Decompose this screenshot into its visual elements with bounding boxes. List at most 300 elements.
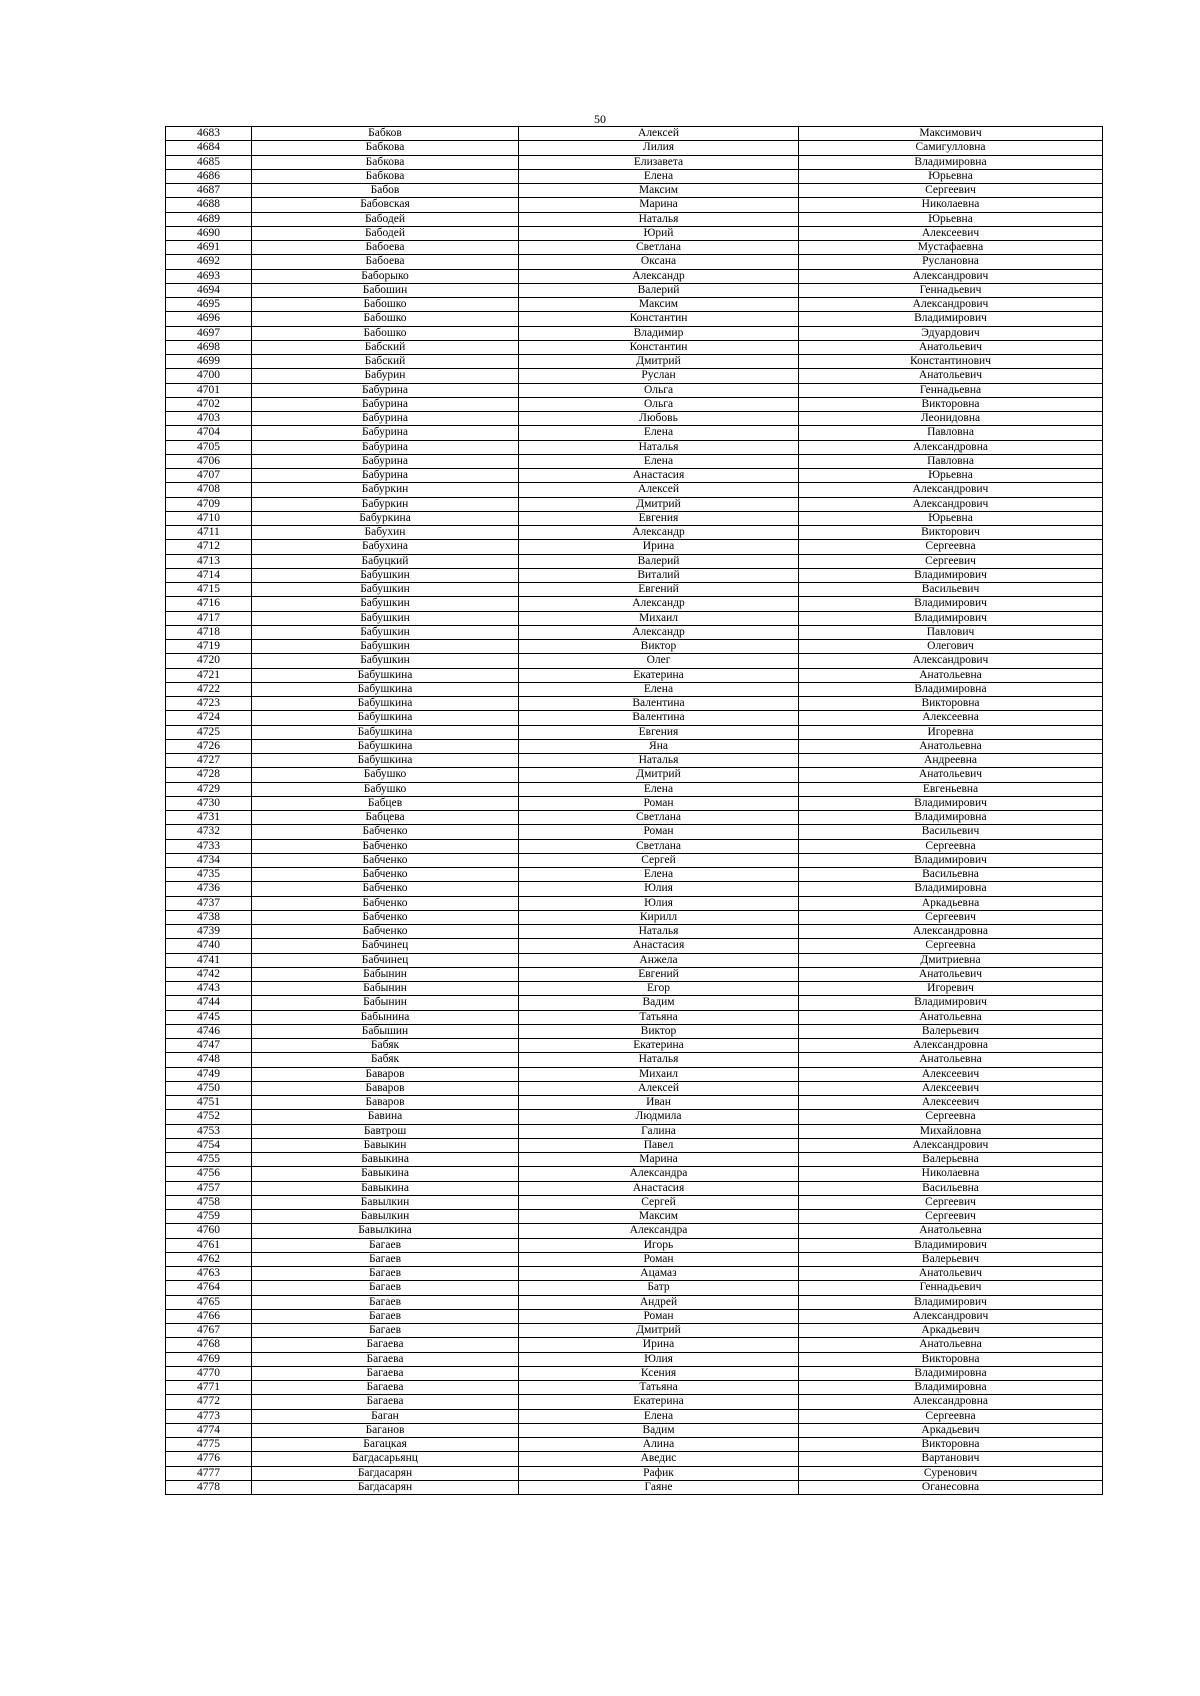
- first-name-cell: Валентина: [519, 697, 799, 711]
- surname-cell: Бавтрош: [252, 1124, 519, 1138]
- first-name-cell: Сергей: [519, 853, 799, 867]
- surname-cell: Бабурина: [252, 412, 519, 426]
- first-name-cell: Виктор: [519, 640, 799, 654]
- table-row: [166, 754, 1103, 768]
- row-number-cell: 4740: [166, 939, 252, 953]
- first-name-cell: Гаяне: [519, 1480, 799, 1494]
- table-row: [166, 1267, 1103, 1281]
- row-number-cell: 4762: [166, 1252, 252, 1266]
- patronymic-cell: Сергеевна: [799, 1409, 1103, 1423]
- row-number-cell: 4728: [166, 768, 252, 782]
- first-name-cell: Ацамаз: [519, 1267, 799, 1281]
- surname-cell: Бабченко: [252, 853, 519, 867]
- first-name-cell: Екатерина: [519, 1039, 799, 1053]
- table-row: [166, 1295, 1103, 1309]
- table-row: [166, 611, 1103, 625]
- patronymic-cell: Юрьевна: [799, 169, 1103, 183]
- first-name-cell: Валентина: [519, 711, 799, 725]
- patronymic-cell: Сергеевич: [799, 184, 1103, 198]
- patronymic-cell: Алексеевич: [799, 1067, 1103, 1081]
- surname-cell: Бабухин: [252, 526, 519, 540]
- row-number-cell: 4736: [166, 882, 252, 896]
- surname-cell: Бабкова: [252, 141, 519, 155]
- first-name-cell: Екатерина: [519, 1395, 799, 1409]
- row-number-cell: 4747: [166, 1039, 252, 1053]
- row-number-cell: 4744: [166, 996, 252, 1010]
- first-name-cell: Елена: [519, 426, 799, 440]
- row-number-cell: 4761: [166, 1238, 252, 1252]
- patronymic-cell: Владимирович: [799, 611, 1103, 625]
- table-row: [166, 1423, 1103, 1437]
- patronymic-cell: Сергеевна: [799, 1110, 1103, 1124]
- first-name-cell: Константин: [519, 312, 799, 326]
- surname-cell: Багдасарян: [252, 1466, 519, 1480]
- row-number-cell: 4692: [166, 255, 252, 269]
- first-name-cell: Татьяна: [519, 1010, 799, 1024]
- row-number-cell: 4734: [166, 853, 252, 867]
- patronymic-cell: Анатольевич: [799, 340, 1103, 354]
- row-number-cell: 4765: [166, 1295, 252, 1309]
- surname-cell: Бабушкин: [252, 640, 519, 654]
- surname-cell: Бабушкин: [252, 611, 519, 625]
- row-number-cell: 4753: [166, 1124, 252, 1138]
- patronymic-cell: Викторович: [799, 526, 1103, 540]
- surname-cell: Бабченко: [252, 868, 519, 882]
- surname-cell: Бабушкина: [252, 697, 519, 711]
- row-number-cell: 4684: [166, 141, 252, 155]
- surname-cell: Бабодей: [252, 226, 519, 240]
- patronymic-cell: Васильевич: [799, 825, 1103, 839]
- table-row: [166, 1053, 1103, 1067]
- surname-cell: Бабушкина: [252, 739, 519, 753]
- row-number-cell: 4721: [166, 668, 252, 682]
- first-name-cell: Егор: [519, 982, 799, 996]
- patronymic-cell: Викторовна: [799, 1438, 1103, 1452]
- row-number-cell: 4723: [166, 697, 252, 711]
- table-row: [166, 1124, 1103, 1138]
- patronymic-cell: Анатольевна: [799, 739, 1103, 753]
- row-number-cell: 4741: [166, 953, 252, 967]
- surname-cell: Баборыко: [252, 269, 519, 283]
- first-name-cell: Евгения: [519, 511, 799, 525]
- surname-cell: Баваров: [252, 1081, 519, 1095]
- surname-cell: Бабкова: [252, 169, 519, 183]
- patronymic-cell: Владимировна: [799, 155, 1103, 169]
- first-name-cell: Дмитрий: [519, 768, 799, 782]
- surname-cell: Бабушкина: [252, 725, 519, 739]
- row-number-cell: 4720: [166, 654, 252, 668]
- patronymic-cell: Максимович: [799, 127, 1103, 141]
- patronymic-cell: Александрович: [799, 1138, 1103, 1152]
- patronymic-cell: Анатольевна: [799, 1053, 1103, 1067]
- patronymic-cell: Эдуардович: [799, 326, 1103, 340]
- table-row: [166, 127, 1103, 141]
- table-row: [166, 1281, 1103, 1295]
- first-name-cell: Вадим: [519, 996, 799, 1010]
- surname-cell: Бабушкина: [252, 754, 519, 768]
- patronymic-cell: Владимирович: [799, 796, 1103, 810]
- table-row: [166, 583, 1103, 597]
- table-row: [166, 739, 1103, 753]
- row-number-cell: 4708: [166, 483, 252, 497]
- surname-cell: Бабушко: [252, 768, 519, 782]
- first-name-cell: Людмила: [519, 1110, 799, 1124]
- first-name-cell: Ирина: [519, 1338, 799, 1352]
- row-number-cell: 4702: [166, 397, 252, 411]
- table-row: [166, 1466, 1103, 1480]
- table-row: [166, 511, 1103, 525]
- table-row: [166, 825, 1103, 839]
- table-row: [166, 939, 1103, 953]
- patronymic-cell: Николаевна: [799, 198, 1103, 212]
- first-name-cell: Ирина: [519, 540, 799, 554]
- surname-cell: Бабурина: [252, 454, 519, 468]
- table-row: [166, 682, 1103, 696]
- patronymic-cell: Мустафаевна: [799, 241, 1103, 255]
- first-name-cell: Евгений: [519, 967, 799, 981]
- patronymic-cell: Юрьевна: [799, 511, 1103, 525]
- row-number-cell: 4768: [166, 1338, 252, 1352]
- patronymic-cell: Юрьевна: [799, 469, 1103, 483]
- patronymic-cell: Александрович: [799, 1309, 1103, 1323]
- first-name-cell: Елизавета: [519, 155, 799, 169]
- patronymic-cell: Оганесовна: [799, 1480, 1103, 1494]
- first-name-cell: Михаил: [519, 611, 799, 625]
- patronymic-cell: Алексеевич: [799, 226, 1103, 240]
- patronymic-cell: Леонидовна: [799, 412, 1103, 426]
- patronymic-cell: Павловна: [799, 426, 1103, 440]
- first-name-cell: Екатерина: [519, 668, 799, 682]
- surname-cell: Бабовская: [252, 198, 519, 212]
- page-number: 50: [594, 112, 606, 126]
- row-number-cell: 4703: [166, 412, 252, 426]
- first-name-cell: Александр: [519, 625, 799, 639]
- surname-cell: Бабурина: [252, 426, 519, 440]
- row-number-cell: 4749: [166, 1067, 252, 1081]
- first-name-cell: Валерий: [519, 554, 799, 568]
- patronymic-cell: Анатольевич: [799, 369, 1103, 383]
- row-number-cell: 4709: [166, 497, 252, 511]
- patronymic-cell: Валерьевич: [799, 1024, 1103, 1038]
- surname-cell: Багаев: [252, 1324, 519, 1338]
- patronymic-cell: Владимировна: [799, 682, 1103, 696]
- table-row: [166, 198, 1103, 212]
- row-number-cell: 4694: [166, 283, 252, 297]
- table-row: [166, 397, 1103, 411]
- row-number-cell: 4717: [166, 611, 252, 625]
- patronymic-cell: Владимировна: [799, 882, 1103, 896]
- first-name-cell: Александр: [519, 597, 799, 611]
- row-number-cell: 4724: [166, 711, 252, 725]
- surname-cell: Бабурина: [252, 469, 519, 483]
- surname-cell: Бабуркин: [252, 497, 519, 511]
- row-number-cell: 4714: [166, 568, 252, 582]
- row-number-cell: 4737: [166, 896, 252, 910]
- patronymic-cell: Андреевна: [799, 754, 1103, 768]
- patronymic-cell: Александрович: [799, 654, 1103, 668]
- patronymic-cell: Руслановна: [799, 255, 1103, 269]
- surname-cell: Бабодей: [252, 212, 519, 226]
- table-row: [166, 383, 1103, 397]
- table-row: [166, 355, 1103, 369]
- patronymic-cell: Алексеевич: [799, 1081, 1103, 1095]
- patronymic-cell: Александрович: [799, 497, 1103, 511]
- row-number-cell: 4755: [166, 1153, 252, 1167]
- patronymic-cell: Аркадьевна: [799, 896, 1103, 910]
- table-row: [166, 340, 1103, 354]
- table-row: [166, 1238, 1103, 1252]
- row-number-cell: 4751: [166, 1096, 252, 1110]
- patronymic-cell: Павловна: [799, 454, 1103, 468]
- table-row: [166, 982, 1103, 996]
- row-number-cell: 4777: [166, 1466, 252, 1480]
- table-row: [166, 554, 1103, 568]
- first-name-cell: Роман: [519, 1309, 799, 1323]
- surname-cell: Бабушкин: [252, 597, 519, 611]
- row-number-cell: 4706: [166, 454, 252, 468]
- first-name-cell: Юлия: [519, 882, 799, 896]
- first-name-cell: Алексей: [519, 483, 799, 497]
- table-row: [166, 1081, 1103, 1095]
- surname-cell: Багаев: [252, 1267, 519, 1281]
- row-number-cell: 4705: [166, 440, 252, 454]
- row-number-cell: 4718: [166, 625, 252, 639]
- patronymic-cell: Анатольевич: [799, 1267, 1103, 1281]
- table-row: [166, 283, 1103, 297]
- first-name-cell: Юлия: [519, 1352, 799, 1366]
- table-row: [166, 255, 1103, 269]
- surname-cell: Бабушкин: [252, 654, 519, 668]
- table-row: [166, 725, 1103, 739]
- patronymic-cell: Алексеевна: [799, 711, 1103, 725]
- table-row: [166, 212, 1103, 226]
- row-number-cell: 4769: [166, 1352, 252, 1366]
- first-name-cell: Игорь: [519, 1238, 799, 1252]
- patronymic-cell: Александрович: [799, 298, 1103, 312]
- patronymic-cell: Александровна: [799, 925, 1103, 939]
- first-name-cell: Ольга: [519, 397, 799, 411]
- row-number-cell: 4710: [166, 511, 252, 525]
- first-name-cell: Любовь: [519, 412, 799, 426]
- patronymic-cell: Михайловна: [799, 1124, 1103, 1138]
- patronymic-cell: Геннадьевна: [799, 383, 1103, 397]
- patronymic-cell: Самигулловна: [799, 141, 1103, 155]
- surname-cell: Бабушкин: [252, 583, 519, 597]
- first-name-cell: Елена: [519, 169, 799, 183]
- row-number-cell: 4738: [166, 910, 252, 924]
- table-row: [166, 1067, 1103, 1081]
- table-row: [166, 269, 1103, 283]
- first-name-cell: Елена: [519, 782, 799, 796]
- table-row: [166, 1452, 1103, 1466]
- table-row: [166, 910, 1103, 924]
- patronymic-cell: Олегович: [799, 640, 1103, 654]
- first-name-cell: Аведис: [519, 1452, 799, 1466]
- table-row: [166, 640, 1103, 654]
- row-number-cell: 4688: [166, 198, 252, 212]
- row-number-cell: 4748: [166, 1053, 252, 1067]
- table-row: [166, 526, 1103, 540]
- table-row: [166, 853, 1103, 867]
- table-row: [166, 1381, 1103, 1395]
- row-number-cell: 4725: [166, 725, 252, 739]
- row-number-cell: 4699: [166, 355, 252, 369]
- surname-cell: Бабынин: [252, 982, 519, 996]
- surname-cell: Бабошин: [252, 283, 519, 297]
- surname-cell: Бабынина: [252, 1010, 519, 1024]
- surname-cell: Бавыкина: [252, 1181, 519, 1195]
- surname-cell: Бабков: [252, 127, 519, 141]
- row-number-cell: 4719: [166, 640, 252, 654]
- first-name-cell: Владимир: [519, 326, 799, 340]
- surname-cell: Бавыкина: [252, 1167, 519, 1181]
- table-row: [166, 1010, 1103, 1024]
- row-number-cell: 4746: [166, 1024, 252, 1038]
- table-row: [166, 298, 1103, 312]
- surname-cell: Бабский: [252, 340, 519, 354]
- table-row: [166, 839, 1103, 853]
- patronymic-cell: Александрович: [799, 483, 1103, 497]
- first-name-cell: Светлана: [519, 839, 799, 853]
- surname-cell: Бабурин: [252, 369, 519, 383]
- patronymic-cell: Сергеевна: [799, 540, 1103, 554]
- patronymic-cell: Викторовна: [799, 1352, 1103, 1366]
- table-row: [166, 1096, 1103, 1110]
- patronymic-cell: Владимирович: [799, 568, 1103, 582]
- table-row: [166, 412, 1103, 426]
- table-row: [166, 226, 1103, 240]
- table-row: [166, 1110, 1103, 1124]
- first-name-cell: Вадим: [519, 1423, 799, 1437]
- row-number-cell: 4778: [166, 1480, 252, 1494]
- patronymic-cell: Дмитриевна: [799, 953, 1103, 967]
- patronymic-cell: Анатольевич: [799, 768, 1103, 782]
- surname-cell: Бабушкина: [252, 711, 519, 725]
- first-name-cell: Андрей: [519, 1295, 799, 1309]
- patronymic-cell: Васильевна: [799, 1181, 1103, 1195]
- row-number-cell: 4763: [166, 1267, 252, 1281]
- patronymic-cell: Викторовна: [799, 697, 1103, 711]
- first-name-cell: Елена: [519, 1409, 799, 1423]
- table-row: [166, 967, 1103, 981]
- first-name-cell: Алина: [519, 1438, 799, 1452]
- table-row: [166, 326, 1103, 340]
- surname-cell: Багаева: [252, 1366, 519, 1380]
- table-row: [166, 440, 1103, 454]
- first-name-cell: Александра: [519, 1167, 799, 1181]
- patronymic-cell: Владимирович: [799, 312, 1103, 326]
- surname-cell: Бабчинец: [252, 939, 519, 953]
- patronymic-cell: Сергеевич: [799, 910, 1103, 924]
- surname-cell: Бабуцкий: [252, 554, 519, 568]
- row-number-cell: 4690: [166, 226, 252, 240]
- row-number-cell: 4687: [166, 184, 252, 198]
- surname-cell: Бабуркина: [252, 511, 519, 525]
- table-row: [166, 1195, 1103, 1209]
- row-number-cell: 4742: [166, 967, 252, 981]
- surname-cell: Багаев: [252, 1295, 519, 1309]
- patronymic-cell: Суренович: [799, 1466, 1103, 1480]
- patronymic-cell: Аркадьевич: [799, 1324, 1103, 1338]
- first-name-cell: Ольга: [519, 383, 799, 397]
- row-number-cell: 4726: [166, 739, 252, 753]
- surname-cell: Бавылкин: [252, 1195, 519, 1209]
- table-row: [166, 369, 1103, 383]
- table-row: [166, 540, 1103, 554]
- surname-cell: Бабошко: [252, 298, 519, 312]
- row-number-cell: 4760: [166, 1224, 252, 1238]
- roster-table: [165, 126, 1103, 1495]
- surname-cell: Бабцев: [252, 796, 519, 810]
- patronymic-cell: Аркадьевич: [799, 1423, 1103, 1437]
- patronymic-cell: Анатольевна: [799, 1338, 1103, 1352]
- surname-cell: Бабченко: [252, 910, 519, 924]
- first-name-cell: Роман: [519, 796, 799, 810]
- first-name-cell: Алексей: [519, 1081, 799, 1095]
- patronymic-cell: Евгеньевна: [799, 782, 1103, 796]
- surname-cell: Бабурина: [252, 383, 519, 397]
- surname-cell: Бабынин: [252, 967, 519, 981]
- table-row: [166, 1039, 1103, 1053]
- first-name-cell: Олег: [519, 654, 799, 668]
- first-name-cell: Кирилл: [519, 910, 799, 924]
- surname-cell: Бабурина: [252, 440, 519, 454]
- first-name-cell: Анжела: [519, 953, 799, 967]
- table-row: [166, 141, 1103, 155]
- table-row: [166, 497, 1103, 511]
- surname-cell: Багаев: [252, 1309, 519, 1323]
- surname-cell: Бабченко: [252, 925, 519, 939]
- patronymic-cell: Сергеевна: [799, 839, 1103, 853]
- surname-cell: Бабов: [252, 184, 519, 198]
- patronymic-cell: Сергеевич: [799, 554, 1103, 568]
- surname-cell: Багдасарьянц: [252, 1452, 519, 1466]
- table-row: [166, 1324, 1103, 1338]
- surname-cell: Бабский: [252, 355, 519, 369]
- surname-cell: Бабышин: [252, 1024, 519, 1038]
- surname-cell: Багаева: [252, 1381, 519, 1395]
- first-name-cell: Марина: [519, 198, 799, 212]
- first-name-cell: Александр: [519, 269, 799, 283]
- table-row: [166, 241, 1103, 255]
- surname-cell: Бабушкина: [252, 682, 519, 696]
- row-number-cell: 4767: [166, 1324, 252, 1338]
- row-number-cell: 4691: [166, 241, 252, 255]
- surname-cell: Бабоева: [252, 255, 519, 269]
- first-name-cell: Виталий: [519, 568, 799, 582]
- surname-cell: Бабчинец: [252, 953, 519, 967]
- patronymic-cell: Вартанович: [799, 1452, 1103, 1466]
- table-row: [166, 155, 1103, 169]
- surname-cell: Бабоева: [252, 241, 519, 255]
- row-number-cell: 4698: [166, 340, 252, 354]
- surname-cell: Багаев: [252, 1252, 519, 1266]
- first-name-cell: Максим: [519, 1210, 799, 1224]
- table-row: [166, 483, 1103, 497]
- first-name-cell: Дмитрий: [519, 497, 799, 511]
- table-row: [166, 996, 1103, 1010]
- roster-body: [166, 127, 1103, 1495]
- row-number-cell: 4756: [166, 1167, 252, 1181]
- first-name-cell: Марина: [519, 1153, 799, 1167]
- table-row: [166, 1309, 1103, 1323]
- surname-cell: Багаева: [252, 1352, 519, 1366]
- surname-cell: Бабченко: [252, 896, 519, 910]
- surname-cell: Бабошко: [252, 312, 519, 326]
- first-name-cell: Елена: [519, 868, 799, 882]
- table-row: [166, 953, 1103, 967]
- patronymic-cell: Константинович: [799, 355, 1103, 369]
